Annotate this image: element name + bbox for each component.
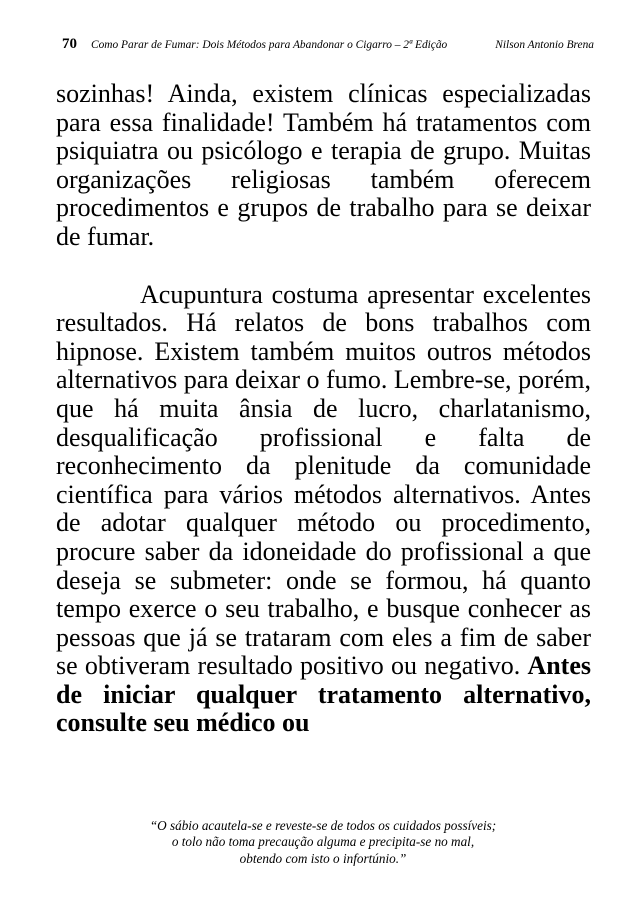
footer-quote	[80, 818, 566, 867]
paragraph-1: sozinhas! Ainda, existem clínicas especializadas para essa finalidade! Também há tratamentos com psiquiatra ou psicólogo e terapia de grupo. Muitas organizações religiosas também oferecem procedimentos e grupos de trabalho para se deixar de fumar.	[56, 79, 591, 251]
page-number: 70	[62, 36, 77, 52]
paragraph-2	[56, 281, 591, 739]
running-header	[62, 36, 594, 53]
running-author: Nilson Antonio Brena	[495, 39, 594, 51]
quote-line-1: “O sábio acautela-se e reveste-se de todos os cuidados possíveis;	[149, 818, 497, 833]
quote-line-2: o tolo não toma precaução alguma e precipita-se no mal,	[171, 834, 475, 850]
quote-line-3: obtendo com isto o infortúnio.”	[239, 850, 407, 866]
paragraph-2-bold-text: Antes de iniciar qualquer tratamento alternativo, consulte seu médico ou	[56, 651, 591, 738]
body-text	[56, 80, 591, 738]
paragraph-2-text: Acupuntura costuma apresentar excelentes resultados. Há relatos de bons trabalhos com hipnose. Existem também muitos outros métodos alternativos para deixar o fumo. Lembre-se, porém, que há muita ânsia de lucro, charlatanismo, desqualificação profissional e falta de reconhecimento da plenitude da comunidade científica para vários métodos alternativos. Antes de adotar qualquer método ou procedimento, procure saber da idoneidade do profissional a que deseja se submeter: onde se formou, há quanto tempo exerce o seu trabalho, e busque conhecer as pessoas que já se trataram com eles a fim de saber se obtiveram resultado positivo ou negativo.	[56, 279, 591, 681]
running-book-title: Como Parar de Fumar: Dois Métodos para Abandonar o Cigarro – 2ª Edição	[91, 39, 448, 51]
